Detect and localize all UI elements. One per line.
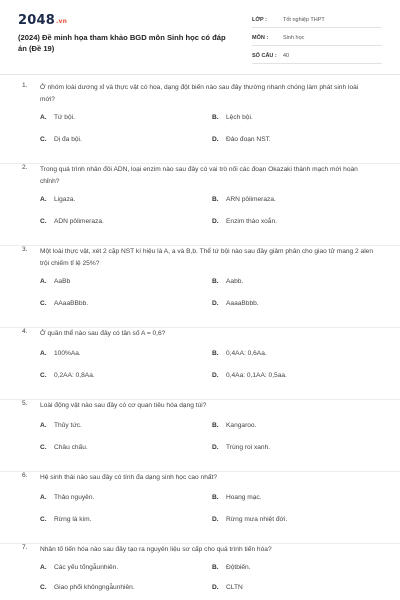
option-letter: A. (40, 350, 47, 357)
option-text: 0,4AA: 0,6Aa. (226, 350, 267, 357)
option-text: Dị đa bội. (54, 136, 82, 143)
question-number: 5. (22, 400, 28, 407)
option-b[interactable] (212, 196, 276, 203)
option-b[interactable] (212, 422, 256, 429)
option-letter: D. (212, 372, 219, 379)
question-text: Ở quần thể nào sau đây có tần số A = 0,6? (40, 330, 166, 337)
question-text: Nhân tố tiến hóa nào sau đây tạo ra nguyên liệu sơ cấp cho quá trình tiến hóa? (40, 546, 272, 553)
option-c[interactable] (40, 136, 82, 143)
option-text: ADN pôlimeraza. (54, 218, 104, 225)
option-letter: C. (40, 218, 47, 225)
option-a[interactable] (40, 350, 81, 357)
option-a[interactable] (40, 494, 94, 501)
question-item (0, 164, 400, 246)
document-title: (2024) Đề minh họa tham khảo BGD môn Sinh học có đáp án (Đề 19) (18, 33, 226, 53)
option-text: Đảo đoạn NST. (226, 136, 271, 143)
meta-row-count (252, 49, 382, 64)
option-text: Kangaroo. (226, 422, 257, 429)
question-item (0, 544, 400, 600)
meta-label: LỚP : (252, 17, 267, 23)
question-item (0, 472, 400, 544)
option-d[interactable] (212, 136, 271, 143)
option-text: AAaaBBbb. (54, 300, 89, 307)
option-text: Rừng mưa nhiệt đới. (226, 516, 288, 523)
option-b[interactable] (212, 350, 267, 357)
document-meta (252, 13, 382, 67)
meta-value: 40 (283, 53, 290, 59)
meta-label: SỐ CÂU : (252, 53, 277, 59)
option-letter: B. (212, 494, 219, 501)
option-text: CLTN (226, 584, 243, 591)
option-letter: C. (40, 300, 47, 307)
meta-row-class (252, 13, 382, 28)
option-letter: C. (40, 136, 47, 143)
option-d[interactable] (212, 218, 277, 225)
option-b[interactable] (212, 278, 243, 285)
option-text: Độtbiến. (226, 564, 251, 571)
question-number: 3. (22, 246, 28, 253)
option-letter: C. (40, 516, 47, 523)
option-letter: C. (40, 584, 47, 591)
option-letter: C. (40, 444, 47, 451)
option-text: Thủy tức. (54, 422, 82, 429)
option-text: Hoang mạc. (226, 494, 262, 501)
option-letter: A. (40, 196, 47, 203)
option-c[interactable] (40, 584, 135, 591)
question-text: Loài động vật nào sau đây có cơ quan tiêu hóa dạng túi? (40, 402, 207, 409)
option-letter: D. (212, 444, 219, 451)
option-text: Thảo nguyên. (54, 494, 95, 501)
meta-value: Sinh học (283, 35, 305, 41)
option-letter: B. (212, 114, 219, 121)
option-d[interactable] (212, 372, 287, 379)
option-d[interactable] (212, 444, 270, 451)
option-text: Tứ bội. (54, 114, 75, 121)
question-number: 7. (22, 544, 28, 551)
question-item (0, 328, 400, 400)
option-letter: B. (212, 564, 219, 571)
option-text: Trùng roi xanh. (226, 444, 271, 451)
option-a[interactable] (40, 114, 75, 121)
option-text: Rừng lá kim. (54, 516, 92, 523)
site-logo[interactable] (18, 13, 67, 28)
option-text: 0,2AA: 0,8Aa. (54, 372, 95, 379)
question-number: 6. (22, 472, 28, 479)
option-letter: D. (212, 516, 219, 523)
logo-text: 2048 (18, 13, 55, 28)
question-number: 1. (22, 82, 28, 89)
option-text: Giao phối khôngngẫunhiên. (54, 584, 135, 591)
question-text: Hệ sinh thái nào sau đây có tính đa dạng sinh học cao nhất? (40, 474, 218, 481)
question-list (0, 82, 400, 600)
option-letter: A. (40, 422, 47, 429)
option-b[interactable] (212, 494, 262, 501)
option-a[interactable] (40, 196, 75, 203)
option-text: 0,4Aa: 0,1AA: 0,5aa. (226, 372, 287, 379)
option-text: 100%Aa. (54, 350, 81, 357)
question-item (0, 82, 400, 164)
option-d[interactable] (212, 584, 243, 591)
option-text: AaBb (54, 278, 71, 285)
header-divider (0, 74, 400, 75)
option-letter: B. (212, 422, 219, 429)
meta-row-subject (252, 31, 382, 46)
option-a[interactable] (40, 564, 118, 571)
option-letter: D. (212, 584, 219, 591)
option-letter: A. (40, 564, 47, 571)
meta-label: MÔN : (252, 35, 269, 41)
option-letter: B. (212, 350, 219, 357)
question-number: 4. (22, 328, 28, 335)
meta-value: Tốt nghiệp THPT (283, 17, 325, 23)
option-letter: A. (40, 114, 47, 121)
option-letter: B. (212, 278, 219, 285)
question-item (0, 400, 400, 472)
option-text: Các yếu tốngẫunhiên. (54, 564, 119, 571)
option-letter: D. (212, 136, 219, 143)
option-c[interactable] (40, 444, 88, 451)
option-b[interactable] (212, 114, 253, 121)
option-text: AaaaBbbb. (226, 300, 259, 307)
page-header (0, 0, 400, 72)
option-letter: D. (212, 218, 219, 225)
option-d[interactable] (212, 300, 259, 307)
option-text: Enzim tháo xoắn. (226, 218, 277, 225)
option-letter: C. (40, 372, 47, 379)
option-letter: A. (40, 494, 47, 501)
option-text: Châu chấu. (54, 444, 88, 451)
option-letter: B. (212, 196, 219, 203)
option-a[interactable] (40, 278, 70, 285)
question-text: Ở nhóm loài dương xỉ và thực vật có hoa, dạng đột biến nào sau đây thường nhanh chóng làm phát sinh loài mới? (40, 84, 359, 103)
option-b[interactable] (212, 564, 251, 571)
option-d[interactable] (212, 516, 287, 523)
question-text: Trong quá trình nhân đôi ADN, loại enzim nào sau đây có vai trò nối các đoạn Okazaki thành mạch mới hoàn chỉnh? (40, 166, 358, 185)
option-c[interactable] (40, 300, 88, 307)
question-item (0, 246, 400, 328)
option-a[interactable] (40, 422, 82, 429)
option-letter: A. (40, 278, 47, 285)
option-c[interactable] (40, 516, 91, 523)
option-text: Aabb. (226, 278, 244, 285)
logo-suffix: .vn (55, 18, 68, 25)
question-text: Một loài thực vật, xét 2 cặp NST kí hiệu là A, a và B,b. Thể tứ bội nào sau đây giảm phân cho giao tử mang 2 alen trội chiếm tỉ lệ 25%? (40, 248, 373, 267)
option-letter: D. (212, 300, 219, 307)
option-c[interactable] (40, 372, 95, 379)
option-text: Lệch bội. (226, 114, 253, 121)
question-number: 2. (22, 164, 28, 171)
option-text: Ligaza. (54, 196, 76, 203)
option-text: ARN pôlimeraza. (226, 196, 276, 203)
option-c[interactable] (40, 218, 104, 225)
